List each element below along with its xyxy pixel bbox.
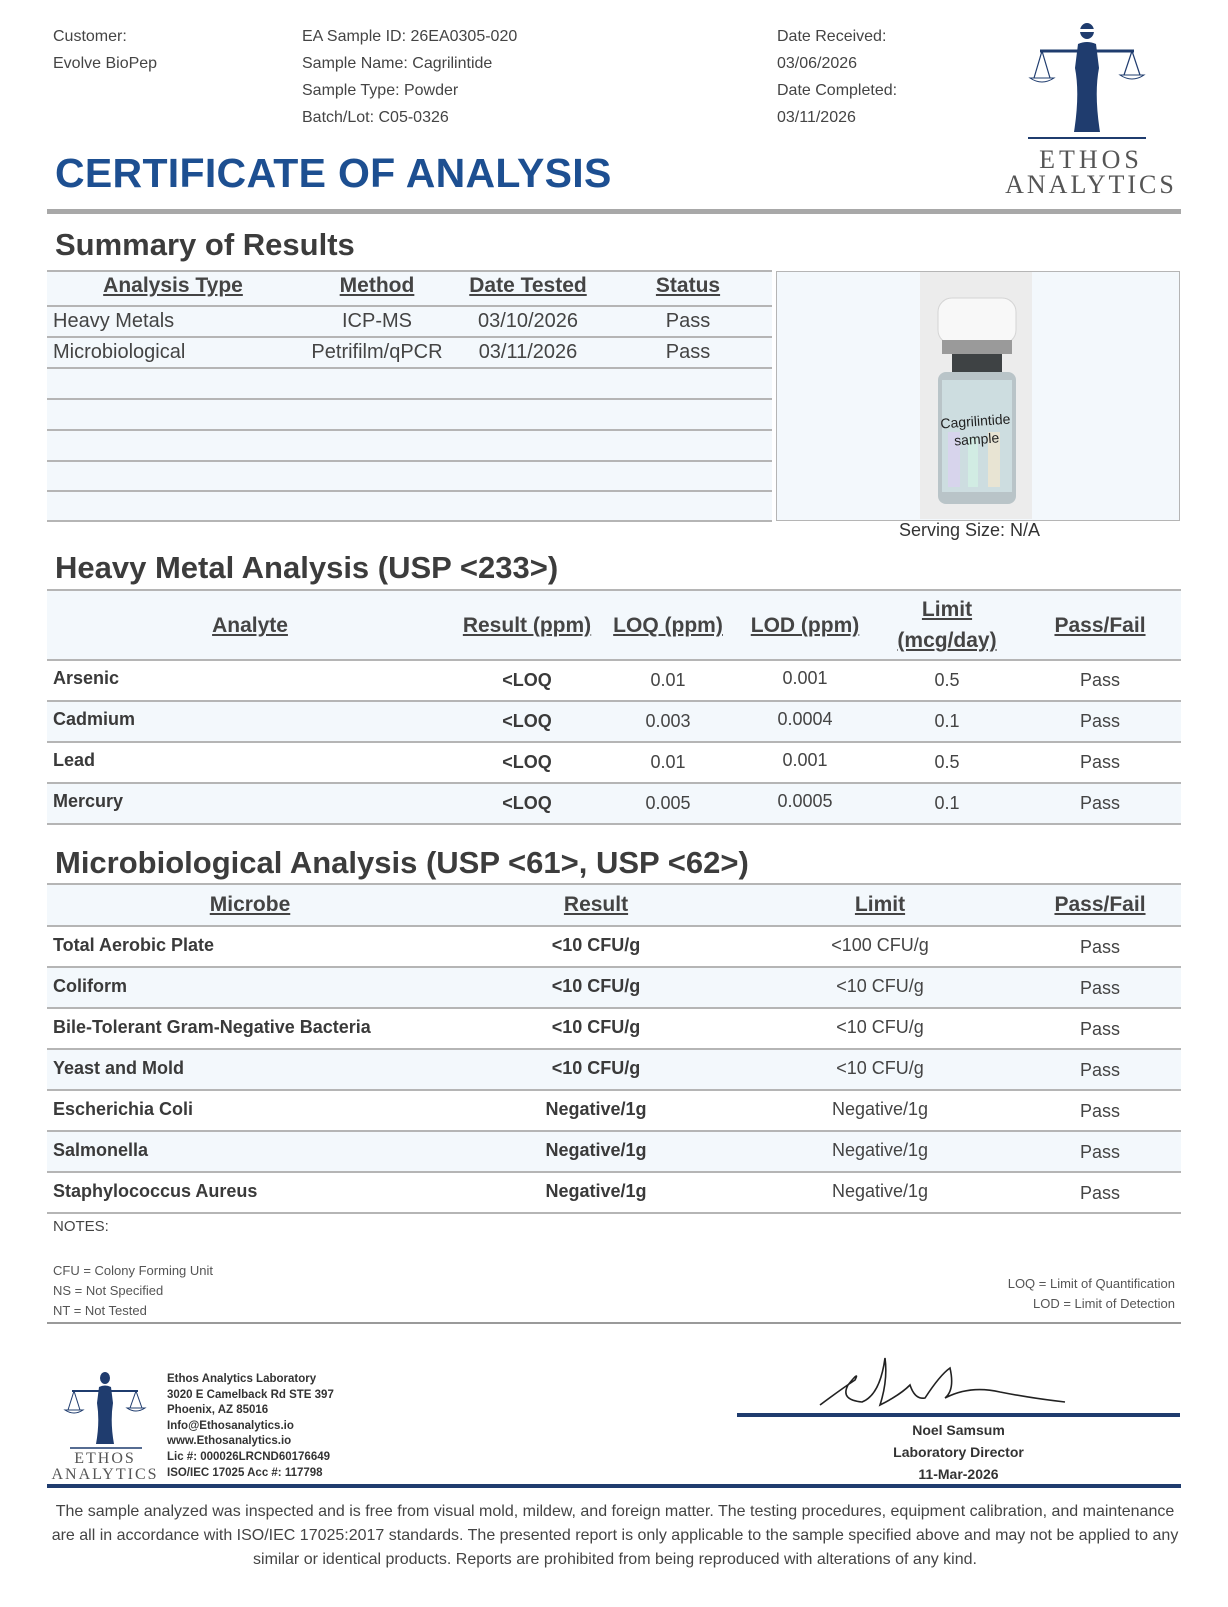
hm-col-limit-unit: (mcg/day): [897, 629, 997, 652]
hm-lod: 0.0004: [777, 709, 833, 729]
micro-line-7: [47, 1212, 1181, 1214]
footer-logo: [50, 1370, 160, 1485]
sample-name: Sample Name: Cagrilintide: [302, 55, 493, 72]
title-divider: [47, 209, 1181, 214]
summary-row-1-date: 03/10/2026: [477, 310, 579, 332]
lab-address-block: [167, 1372, 334, 1481]
micro-result: <10 CFU/g: [551, 1017, 641, 1037]
micro-pass-fail: Pass: [1079, 978, 1121, 998]
lab-street: 3020 E Camelback Rd STE 397: [167, 1388, 334, 1401]
signer-name: Noel Samsum: [912, 1422, 1005, 1438]
micro-col-result: Result: [563, 893, 629, 916]
customer-name: Evolve BioPep: [53, 55, 158, 72]
micro-pass-fail: Pass: [1079, 937, 1121, 957]
summary-row-1-type: Heavy Metals: [53, 310, 175, 332]
micro-result: Negative/1g: [545, 1181, 647, 1201]
heavy-metal-heading: Heavy Metal Analysis (USP <233>): [55, 550, 559, 585]
hm-pass-fail: Pass: [1079, 752, 1121, 772]
serving-size: Serving Size: N/A: [899, 520, 1041, 540]
micro-limit: <10 CFU/g: [836, 1017, 924, 1037]
vial-label: Cagrilintide sample: [939, 410, 1011, 449]
hm-lod: 0.001: [782, 750, 828, 770]
micro-limit: Negative/1g: [831, 1140, 929, 1160]
summary-row-2-type: Microbiological: [53, 341, 186, 363]
signature-line: [737, 1413, 1180, 1417]
hm-analyte: Cadmium: [53, 709, 136, 729]
hm-analyte: Arsenic: [53, 668, 120, 688]
micro-pass-fail: Pass: [1079, 1060, 1121, 1080]
micro-pass-fail: Pass: [1079, 1183, 1121, 1203]
sample-photo: [920, 272, 1032, 519]
micro-microbe: Escherichia Coli: [53, 1099, 194, 1119]
footer-divider: [47, 1484, 1181, 1488]
page-title: CERTIFICATE OF ANALYSIS: [55, 150, 612, 196]
lab-email: Info@Ethosanalytics.io: [167, 1419, 294, 1432]
hm-row-2-bg: [47, 702, 1181, 741]
summary-row-2-date: 03/11/2026: [478, 341, 578, 363]
hm-loq: 0.01: [650, 752, 686, 772]
micro-result: <10 CFU/g: [551, 935, 641, 955]
summary-col-analysis-type: Analysis Type: [103, 274, 243, 297]
micro-microbe: Salmonella: [53, 1140, 149, 1160]
sample-id: EA Sample ID: 26EA0305-020: [302, 28, 518, 45]
summary-table: [47, 271, 772, 521]
micro-limit: Negative/1g: [831, 1099, 929, 1119]
hm-result: <LOQ: [502, 711, 552, 731]
micro-limit: <100 CFU/g: [831, 935, 929, 955]
hm-limit: 0.1: [934, 711, 960, 731]
micro-pass-fail: Pass: [1079, 1101, 1121, 1121]
micro-limit: Negative/1g: [831, 1181, 929, 1201]
hm-col-limit: Limit: [921, 598, 973, 621]
disclaimer-text: The sample analyzed was inspected and is free from visual mold, mildew, and foreign matter. The testing procedures, equipment calibration, and maintenance are all in accordance with ISO/IEC 17025:2017 standards. The presented report is only applicable to the sample specified above and may not be applied to any similar or identical products. Reports are prohibited from being reproduced with alterations of any kind.: [51, 1503, 1179, 1568]
note-lod: LOD = Limit of Detection: [1033, 1296, 1175, 1311]
logo-text-ethos: ETHOS: [1039, 145, 1143, 174]
notes-divider: [47, 1322, 1181, 1324]
scales-of-justice-figure-icon: [1000, 20, 1182, 145]
date-completed: 03/11/2026: [777, 109, 856, 126]
micro-line-4: [47, 1089, 1181, 1091]
signer-title: Laboratory Director: [893, 1444, 1024, 1460]
lab-accreditation: ISO/IEC 17025 Acc #: 117798: [167, 1466, 323, 1479]
micro-microbe: Total Aerobic Plate: [53, 935, 215, 955]
summary-line-4: [47, 398, 772, 400]
hm-limit: 0.5: [934, 752, 960, 772]
hm-pass-fail: Pass: [1079, 670, 1121, 690]
notes-label: NOTES:: [53, 1218, 109, 1235]
note-ns: NS = Not Specified: [53, 1283, 164, 1298]
dates-block: [777, 23, 897, 131]
summary-line-bottom: [47, 520, 772, 522]
summary-line-2: [47, 336, 772, 338]
summary-line-3: [47, 367, 772, 369]
summary-row-2-method: Petrifilm/qPCR: [311, 341, 443, 363]
hm-line-2: [47, 741, 1181, 743]
sample-type: Sample Type: Powder: [302, 82, 459, 99]
scales-of-justice-figure-icon: [50, 1370, 160, 1450]
hm-lod: 0.001: [782, 668, 828, 688]
hm-result: <LOQ: [502, 670, 552, 690]
summary-line-1: [47, 305, 772, 307]
summary-col-method: Method: [339, 274, 415, 297]
summary-col-status: Status: [655, 274, 721, 297]
micro-col-limit: Limit: [854, 893, 906, 916]
note-nt: NT = Not Tested: [53, 1303, 147, 1318]
micro-limit: <10 CFU/g: [836, 1058, 924, 1078]
footer-logo-analytics: ANALYTICS: [51, 1466, 159, 1483]
note-cfu: CFU = Colony Forming Unit: [53, 1263, 214, 1278]
hm-analyte: Lead: [53, 750, 96, 770]
micro-microbe: Staphylococcus Aureus: [53, 1181, 258, 1201]
summary-row-2-status: Pass: [665, 341, 711, 363]
hm-col-loq: LOQ (ppm): [613, 614, 723, 637]
hm-col-lod: LOD (ppm): [750, 614, 860, 637]
micro-result: <10 CFU/g: [551, 976, 641, 996]
vial-icon: [920, 272, 1032, 519]
micro-col-microbe: Microbe: [209, 893, 291, 916]
lab-city: Phoenix, AZ 85016: [167, 1404, 269, 1417]
micro-result: Negative/1g: [545, 1140, 647, 1160]
micro-line-header: [47, 925, 1181, 927]
date-completed-label: Date Completed:: [777, 82, 898, 99]
micro-microbe: Yeast and Mold: [53, 1058, 185, 1078]
summary-heading: Summary of Results: [55, 227, 355, 262]
lab-name: Ethos Analytics Laboratory: [167, 1373, 317, 1385]
sample-info-block: [302, 23, 517, 131]
sign-date: 11-Mar-2026: [918, 1466, 999, 1482]
note-loq: LOQ = Limit of Quantification: [1007, 1276, 1175, 1291]
ethos-logo: [1000, 20, 1182, 200]
hm-col-pass-fail: Pass/Fail: [1054, 614, 1146, 637]
summary-row-1-method: ICP-MS: [342, 310, 412, 332]
micro-line-6: [47, 1171, 1181, 1173]
summary-line-5: [47, 429, 772, 431]
hm-limit: 0.1: [934, 793, 960, 813]
hm-loq: 0.005: [645, 793, 691, 813]
micro-result: <10 CFU/g: [551, 1058, 641, 1078]
hm-loq: 0.01: [650, 670, 686, 690]
micro-line-2: [47, 1007, 1181, 1009]
micro-microbe: Bile-Tolerant Gram-Negative Bacteria: [53, 1017, 371, 1037]
summary-line-6: [47, 460, 772, 462]
micro-pass-fail: Pass: [1079, 1142, 1121, 1162]
sample-photo-frame: [776, 271, 1180, 521]
signature-scribble: [800, 1350, 1080, 1420]
summary-line-7: [47, 490, 772, 492]
lab-website: www.Ethosanalytics.io: [167, 1435, 292, 1448]
micro-microbe: Coliform: [53, 976, 127, 996]
hm-analyte: Mercury: [53, 791, 124, 811]
micro-col-pass-fail: Pass/Fail: [1054, 893, 1146, 916]
hm-lod: 0.0005: [777, 791, 833, 811]
micro-heading: Microbiological Analysis (USP <61>, USP <62>): [55, 845, 749, 880]
hm-line-header: [47, 659, 1181, 661]
hm-result: <LOQ: [502, 752, 552, 772]
hm-result: <LOQ: [502, 793, 552, 813]
micro-result: Negative/1g: [545, 1099, 647, 1119]
batch-lot: Batch/Lot: C05-0326: [302, 109, 449, 126]
hm-limit: 0.5: [934, 670, 960, 690]
signer-block: [737, 1419, 1180, 1485]
micro-limit: <10 CFU/g: [836, 976, 924, 996]
logo-text-analytics: ANALYTICS: [1005, 170, 1177, 199]
summary-line-top: [47, 270, 772, 272]
micro-pass-fail: Pass: [1079, 1019, 1121, 1039]
date-received-label: Date Received:: [777, 28, 887, 45]
hm-row-4-bg: [47, 784, 1181, 823]
hm-pass-fail: Pass: [1079, 711, 1121, 731]
customer-label: Customer:: [53, 28, 127, 45]
summary-col-date-tested: Date Tested: [469, 274, 587, 297]
summary-row-1-status: Pass: [665, 310, 711, 332]
customer-block: [53, 23, 157, 77]
hm-col-result: Result (ppm): [462, 614, 592, 637]
footer-logo-ethos: ETHOS: [74, 1450, 136, 1467]
hm-line-4: [47, 823, 1181, 825]
hm-col-analyte: Analyte: [212, 614, 288, 637]
hm-loq: 0.003: [645, 711, 691, 731]
lab-license: Lic #: 000026LRCND60176649: [167, 1450, 331, 1463]
date-received: 03/06/2026: [777, 55, 858, 72]
hm-pass-fail: Pass: [1079, 793, 1121, 813]
